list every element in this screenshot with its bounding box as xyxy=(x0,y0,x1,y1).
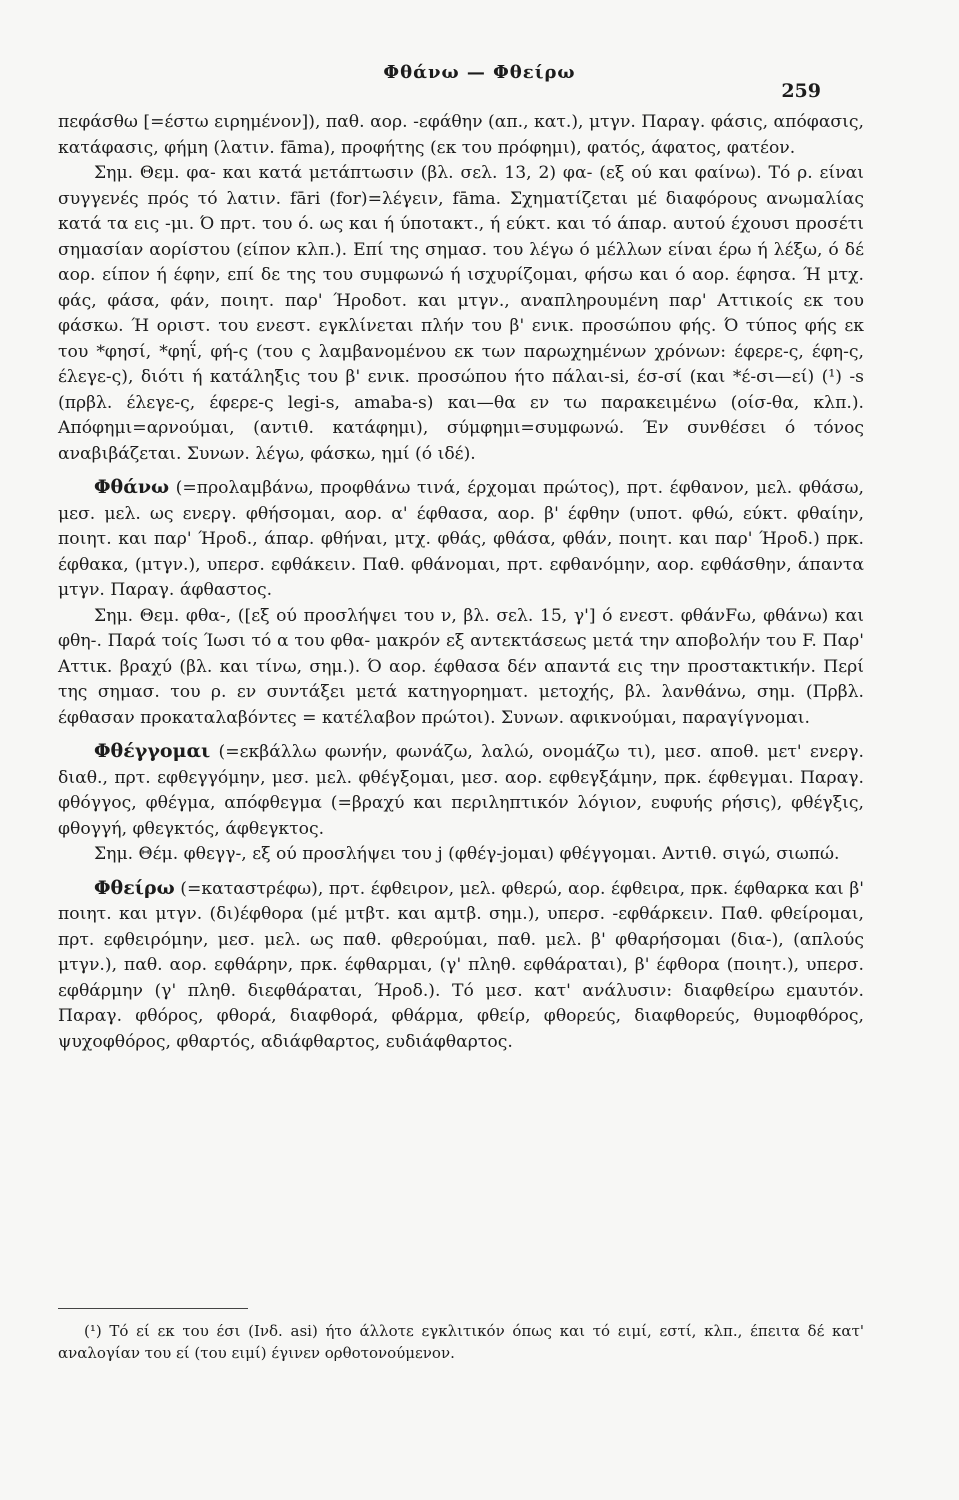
note-paragraph: Σημ. Θεμ. φθα-, ([εξ ού προσλήψει του ν, βλ. σελ. 15, γ'] ό ενεστ. φθάνFω, φθάνω) και φθη-. Παρά τοίς Ίωσι τό α του φθα- μακρόν εξ αντεκτάσεως μετά την αποβολήν του F. Παρ' Αττικ. βραχύ (βλ. και τίνω, σημ.). Ό αορ. έφθασα δέν απαντά εις την προστακτικήν. Περί της σημασ. του ρ. εν συντάξει μετά κατηγορηματ. μετοχής, βλ. λανθάνω, σημ. (Πρβλ. έφθασαν προκαταλαβόντες = κατέλαβον πρώτοι). Συνων. αφικνούμαι, παραγίγνομαι. xyxy=(58,605,864,728)
footnote: (¹) Τό εί εκ του έσι (Ινδ. asi) ήτο άλλοτε εγκλιτικόν όπως και τό ειμί, εστί, κλπ., έπειτα δέ κατ' αναλογίαν του εί (του ειμί) έγινεν ορθοτονούμενον. xyxy=(58,1322,864,1362)
entry-fthano: Φθάνω (=προλαμβάνω, προφθάνω τινά, έρχομαι πρώτος), πρτ. έφθανον, μελ. φθάσω, μεσ. μελ. ως ενεργ. φθήσομαι, αορ. α' έφθασα, αορ. β' έφθην (υποτ. φθώ, εύκτ. φθαίην, ποιητ. και παρ' Ήροδ., άπαρ. φθήναι, μτχ. φθάς, φθάσα, φθάν, ποιητ. και παρ' Ήροδ.) πρκ. έφθακα, (μτγν.), υπερσ. εφθάκειν. Παθ. φθάνομαι, πρτ. εφθανόμην, αορ. εφθάσθην, άπαντα μτγν. Παραγ. άφθαστος. xyxy=(58,476,864,600)
note-paragraph: Σημ. Θέμ. φθεγγ-, εξ ού προσλήψει του j (φθέγ-jομαι) φθέγγομαι. Αντιθ. σιγώ, σιωπώ. xyxy=(94,844,840,864)
footnotes xyxy=(58,1320,864,1364)
continuation-paragraph: πεφάσθω [=έστω ειρημένον]), παθ. αορ. -εφάθην (απ., κατ.), μτγν. Παραγ. φάσις, απόφασις, κατάφασις, φήμη (λατιν. fāma), προφήτης (εκ του πρόφημι), φατός, άφατος, φατέον. xyxy=(58,112,864,158)
headword: Φθείρω xyxy=(94,876,175,899)
entry-phthengomai: Φθέγγομαι (=εκβάλλω φωνήν, φωνάζω, λαλώ, ονομάζω τι), μεσ. αποθ. μετ' ενεργ. διαθ., πρτ. εφθεγγόμην, μεσ. μελ. φθέγξομαι, μεσ. αορ. εφθεγξάμην, πρκ. έφθεγμαι. Παραγ. φθόγγος, φθέγμα, απόφθεγμα (=βραχύ και περιληπτικόν λόγιον, ευφυής ρήσις), φθέγξις, φθογγή, φθεγκτός, άφθεγκτος. xyxy=(58,740,864,839)
headword: Φθέγγομαι xyxy=(94,740,211,762)
main-text xyxy=(58,110,864,1055)
running-head: Φθάνω — Φθείρω xyxy=(383,62,576,83)
entry-phtheiro: Φθείρω (=καταστρέφω), πρτ. έφθειρον, μελ. φθερώ, αορ. έφθειρα, πρκ. έφθαρκα και β' ποιητ. και μτγν. (δι)έφθορα (μέ μτβτ. και αμτβ. σημ.), υπερσ. -εφθάρκειν. Παθ. φθείρομαι, πρτ. εφθειρόμην, μεσ. μελ. ως παθ. φθερούμαι, παθ. μελ. β' φθαρήσομαι (δια-), (απλούς μτγν.), παθ. αορ. εφθάρην, πρκ. έφθαρμαι, (γ' πληθ. εφθάραται), β' έφθορα (ποιητ.), υπερσ. εφθάρμην (γ' πληθ. διεφθάραται, Ήροδ.). Τό μεσ. κατ' ανάλυσιν: διαφθείρω εμαυτόν. Παραγ. φθόρος, φθορά, διαφθορά, φθάρμα, φθείρ, φθορεύς, διαφθορεύς, θυμοφθόρος, ψυχοφθόρος, φθαρτός, αδιάφθαρτος, ευδιάφθαρτος. xyxy=(58,876,864,1052)
note-paragraph: Σημ. Θεμ. φα- και κατά μετάπτωσιν (βλ. σελ. 13, 2) φα- (εξ ού και φαίνω). Τό ρ. είναι συγγενές πρός τό λατιν. fāri (for)=λέγειν, fāma. Σχηματίζεται μέ διαφόρους ανωμαλίας κατά τα εις -μι. Ό πρτ. του ό. ως και ή ύποτακτ., ή εύκτ. και τό άπαρ. αυτού έχουσι προσέτι σημασίαν αορίστου (είπον κλπ.). Επί της σημασ. του λέγω ό μέλλων είναι έρω ή λέξω, ό δέ αορ. είπον ή έφην, επί δε της του συμφωνώ ή ισχυρίζομαι, φήσω και ό αορ. έφησα. Ή μτχ. φάς, φάσα, φάν, ποιητ. παρ' Ήροδοτ. και μτγν., αναπληρουμένη παρ' Αττικοίς εκ του φάσκω. Ή οριστ. του ενεστ. εγκλίνεται πλήν του β' ενικ. προσώπου φής. Ό τύπος φής εκ του *φησί, *φηΐ, φή-ς (του ς λαμβανομένου εκ των παρωχημένων χρόνων: έφερε-ς, έφη-ς, έλεγε-ς), διότι ή κατάληξις του β' ενικ. προσώπου ήτο πάλαι-si, έσ-σί (και *έ-σι—εί) (¹) -s (πρβλ. έλεγε-ς, έφερε-ς legi-s, amaba-s) και—θα εν τω παρακειμένω (οίσ-θα, κλπ.). Απόφημι=αρνούμαι, (αντιθ. κατάφημι), σύμφημι=συμφωνώ. Έν συνθέσει ό τόνος αναβιβάζεται. Συνων. λέγω, φάσκω, ημί (ό ιδέ). xyxy=(58,163,864,464)
footnote-divider xyxy=(58,1308,248,1309)
page-number: 259 xyxy=(781,80,821,102)
headword: Φθάνω xyxy=(94,476,170,498)
